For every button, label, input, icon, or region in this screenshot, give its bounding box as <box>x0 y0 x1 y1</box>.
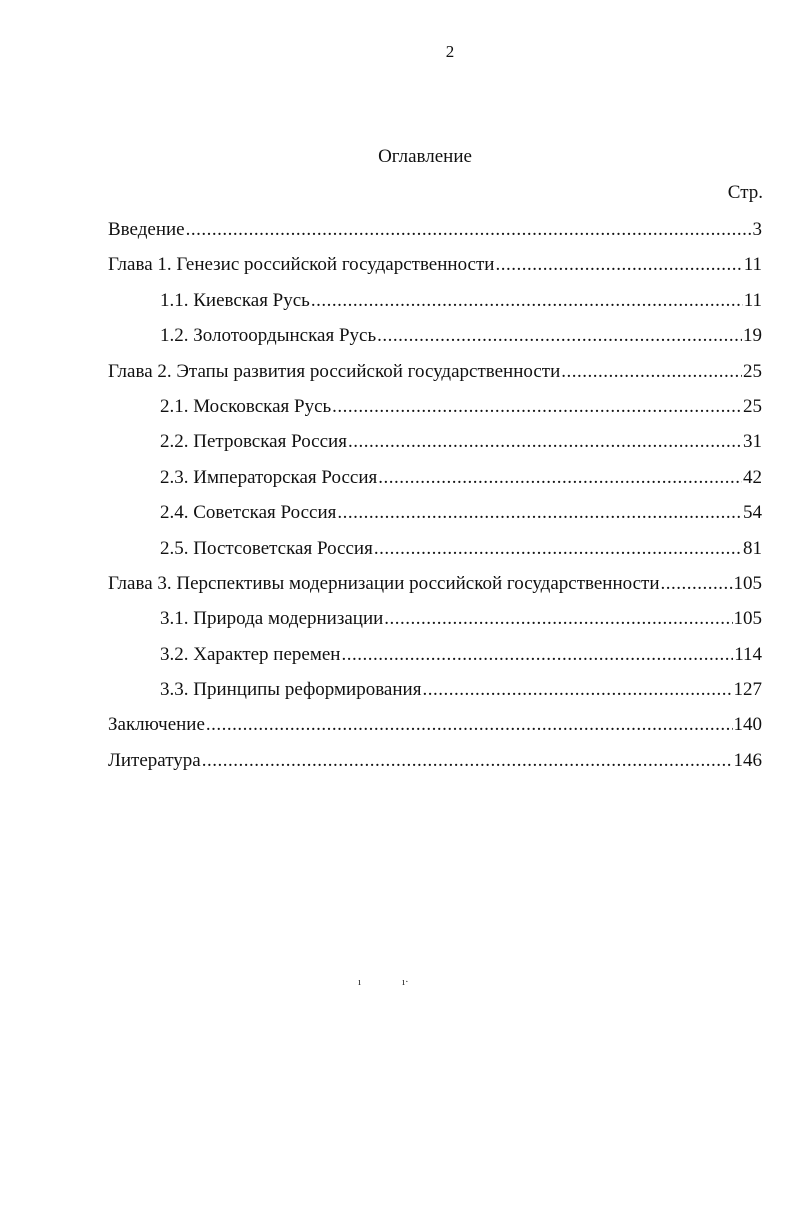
dot-leader <box>341 637 733 672</box>
toc-entry-label: Глава 1. Генезис российской государственности <box>108 254 495 276</box>
dot-leader <box>202 743 733 778</box>
toc-entry-page: 19 <box>743 325 762 347</box>
toc-entry-page: 114 <box>734 643 762 665</box>
toc-entry-page: 11 <box>743 289 762 311</box>
toc-entry-section-2-5 <box>108 531 762 566</box>
page-number: 2 <box>445 42 455 61</box>
scan-artifact-mark: ı <box>358 976 362 988</box>
toc-entry-page: 81 <box>743 537 762 559</box>
toc-entry-label: 2.5. Постсоветская Россия <box>160 537 373 559</box>
toc-entry-conclusion <box>108 707 762 742</box>
dot-leader <box>337 495 742 530</box>
dot-leader <box>377 318 742 353</box>
toc-entry-page: 11 <box>743 254 762 276</box>
toc-entry-page: 105 <box>733 572 762 594</box>
toc-entry-page: 25 <box>743 395 762 417</box>
dot-leader <box>561 354 742 389</box>
dot-leader <box>374 531 742 566</box>
dot-leader <box>186 212 752 247</box>
toc-entry-section-2-1 <box>108 389 762 424</box>
toc-entry-chapter-3 <box>108 566 762 601</box>
toc-entry-label: 2.2. Петровская Россия <box>160 431 347 453</box>
toc-entry-label: 1.2. Золотоордынская Русь <box>160 325 377 347</box>
dot-leader <box>661 566 733 601</box>
toc-entry-label: 2.3. Императорская Россия <box>160 466 378 488</box>
toc-entry-page: 105 <box>733 608 762 630</box>
toc-entry-section-3-2 <box>108 637 762 672</box>
toc-entry-chapter-1 <box>108 247 762 282</box>
toc-entry-page: 31 <box>743 431 762 453</box>
toc-entry-label: Литература <box>108 749 201 771</box>
scan-artifact-mark: ı· <box>402 976 409 988</box>
toc-entry-page: 42 <box>743 466 762 488</box>
toc-entry-label: 3.2. Характер перемен <box>160 643 341 665</box>
toc-entry-label: Введение <box>108 219 185 240</box>
toc-entry-page: 146 <box>733 749 762 771</box>
table-of-contents <box>108 212 762 778</box>
toc-title: Оглавление <box>378 146 472 167</box>
toc-entry-section-2-2 <box>108 424 762 459</box>
toc-entry-section-1-2 <box>108 318 762 353</box>
toc-entry-label: 2.1. Московская Русь <box>160 395 332 417</box>
toc-entry-page: 25 <box>743 360 762 382</box>
toc-entry-chapter-2 <box>108 354 762 389</box>
toc-entry-page: 140 <box>733 714 762 736</box>
dot-leader <box>384 601 732 636</box>
toc-entry-label: 3.1. Природа модернизации <box>160 608 384 630</box>
toc-entry-section-1-1 <box>108 283 762 318</box>
toc-entry-label: Глава 2. Этапы развития российской государственности <box>108 360 561 382</box>
toc-entry-page: 127 <box>733 679 762 701</box>
toc-entry-introduction <box>108 212 762 247</box>
toc-entry-label: 2.4. Советская Россия <box>160 502 337 524</box>
dot-leader <box>332 389 742 424</box>
toc-entry-section-2-4 <box>108 495 762 530</box>
dot-leader <box>206 707 733 742</box>
toc-entry-bibliography <box>108 743 762 778</box>
toc-entry-page: 3 <box>752 219 762 240</box>
toc-entry-label: Заключение <box>108 714 205 736</box>
toc-entry-label: 3.3. Принципы реформирования <box>160 679 422 701</box>
toc-entry-section-3-1 <box>108 601 762 636</box>
page-column-label: Стр. <box>727 182 763 203</box>
dot-leader <box>378 460 742 495</box>
toc-entry-section-2-3 <box>108 460 762 495</box>
dot-leader <box>422 672 732 707</box>
dot-leader <box>495 247 742 282</box>
dot-leader <box>348 424 742 459</box>
toc-entry-label: 1.1. Киевская Русь <box>160 289 310 311</box>
toc-entry-page: 54 <box>743 502 762 524</box>
toc-entry-label: Глава 3. Перспективы модернизации российской государственности <box>108 572 660 594</box>
toc-entry-section-3-3 <box>108 672 762 707</box>
dot-leader <box>311 283 743 318</box>
